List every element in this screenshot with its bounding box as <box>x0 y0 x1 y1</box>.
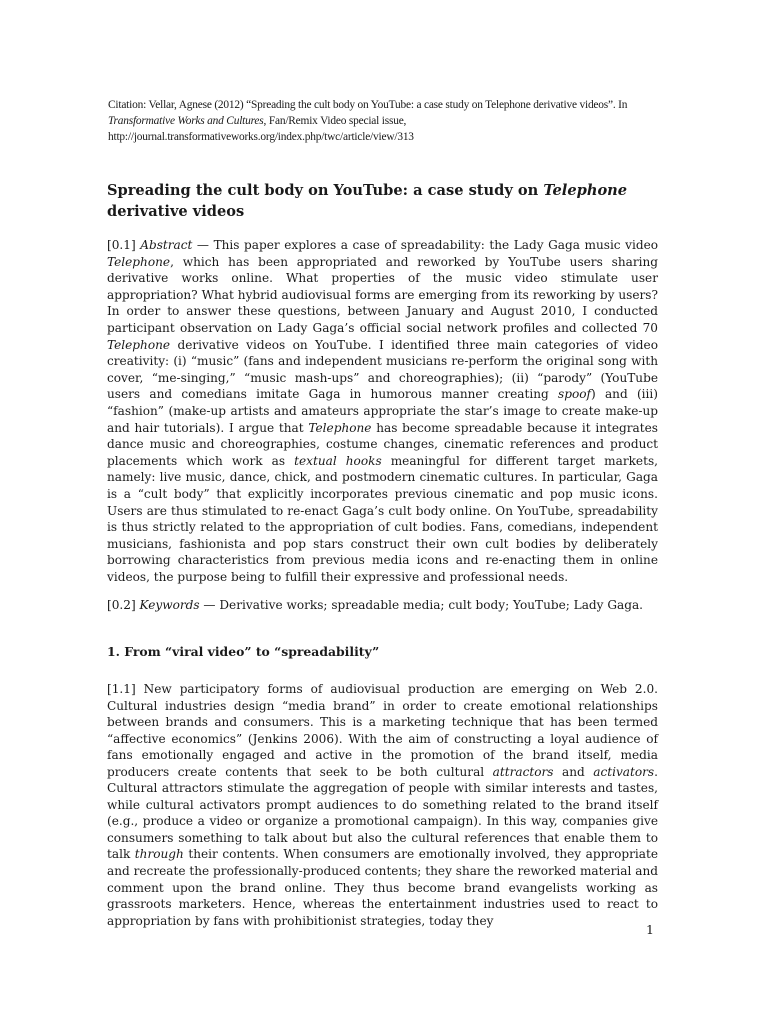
body-italic: through <box>134 847 184 862</box>
page-number: 1 <box>646 922 654 937</box>
paragraph-number: [0.1] <box>107 238 141 252</box>
citation-journal: Transformative Works and Cultures <box>108 115 264 127</box>
abstract-text: derivative videos on YouTube. I identified three main categories of video creativity: (i) “music” (fans and independent musicians re-perform the original song with cover, “me-singing,” “music mash-ups” and choreographies); (ii) “parody” (YouTube users and comedians imitate Gaga in humorous manner creating <box>107 337 658 402</box>
keywords-label: Keywords <box>139 598 200 612</box>
paragraph-number: [1.1] <box>107 682 144 696</box>
abstract-paragraph <box>107 237 658 585</box>
citation-text: Citation: Vellar, Agnese (2012) “Spreading the cult body on YouTube: a case study on Telephone derivative videos”. In <box>108 99 628 111</box>
body-italic: activators <box>593 764 655 779</box>
abstract-label: Abstract <box>140 238 193 252</box>
body-text: . Cultural attractors stimulate the aggregation of people with similar interests and tastes, while cultural activators prompt audiences to do something related to the brand itself (e.g., produce a video or organize a promotional campaign). In this way, companies give consumers something to talk about but also the cultural references that enable them to talk <box>107 764 658 862</box>
abstract-italic: Telephone <box>107 337 171 352</box>
body-text: New participatory forms of audiovisual production are emerging on Web 2.0. Cultural industries design “media brand” in order to create emotional relationships between brands and consumers. This is a marketing technique that has been termed “affective economics” (Jenkins 2006). With the aim of constructing a loyal audience of fans emotionally engaged and active in the promotion of the brand itself, media producers create contents that seek to be both cultural <box>107 682 658 779</box>
abstract-text: ) and (iii) “fashion” (make-up artists and amateurs appropriate the star’s image to create make-up and hair tutorials). I argue that <box>107 387 658 435</box>
abstract-italic: Telephone <box>308 420 372 435</box>
abstract-italic: Telephone <box>107 254 171 269</box>
paper-title <box>107 180 667 222</box>
abstract-text: has become spreadable because it integrates dance music and choreographies, costume changes, cinematic references and product placements which work as <box>107 420 658 468</box>
keywords-text: — Derivative works; spreadable media; cult body; YouTube; Lady Gaga. <box>199 598 644 612</box>
abstract-text: meaningful for different target markets, namely: live music, dance, chick, and postmodern cinematic cultures. In particular, Gaga is a “cult body” that explicitly incorporates previous cinematic and pop music icons. Users are thus stimulated to re-enact Gaga’s cult body online. On YouTube, spreadability is thus strictly related to the appropriation of cult bodies. Fans, comedians, independent musicians, fashionista and pop stars construct their own cult bodies by deliberately borrowing characteristics from previous media icons and re-enacting them in online videos, the purpose being to fulfill their expressive and professional needs. <box>107 453 658 584</box>
body-text: their contents. When consumers are emotionally involved, they appropriate and recreate the professionally-produced contents; they share the reworked material and comment upon the brand online. They thus become brand evangelists working as grassroots marketers. Hence, whereas the entertainment industries used to react to appropriation by fans with prohibitionist strategies, today they <box>107 847 658 928</box>
body-paragraph <box>107 681 658 929</box>
section-heading: 1. From “viral video” to “spreadability” <box>107 644 380 659</box>
title-text-end: derivative videos <box>107 203 245 220</box>
body-italic: attractors <box>492 764 554 779</box>
title-text: Spreading the cult body on YouTube: a case study on <box>107 182 544 199</box>
keywords-paragraph <box>107 597 658 614</box>
abstract-text: — This paper explores a case of spreadability: the Lady Gaga music video <box>192 238 659 252</box>
abstract-italic: spoof <box>558 387 592 402</box>
body-text: and <box>553 764 594 779</box>
title-italic: Telephone <box>543 182 628 199</box>
abstract-text: , which has been appropriated and reworked by YouTube users sharing derivative works online. What properties of the music video stimulate user appropriation? What hybrid audiovisual forms are emerging from its reworking by users? In order to answer these questions, between January and August 2010, I conducted participant observation on Lady Gaga’s official social network profiles and collected 70 <box>107 254 658 335</box>
abstract-italic: textual hooks <box>294 453 382 468</box>
paragraph-number: [0.2] <box>107 598 140 612</box>
citation-text-end: , Fan/Remix Video special issue, http://journal.transformativeworks.org/index.php/twc/article/view/313 <box>108 115 414 143</box>
citation <box>108 97 668 145</box>
